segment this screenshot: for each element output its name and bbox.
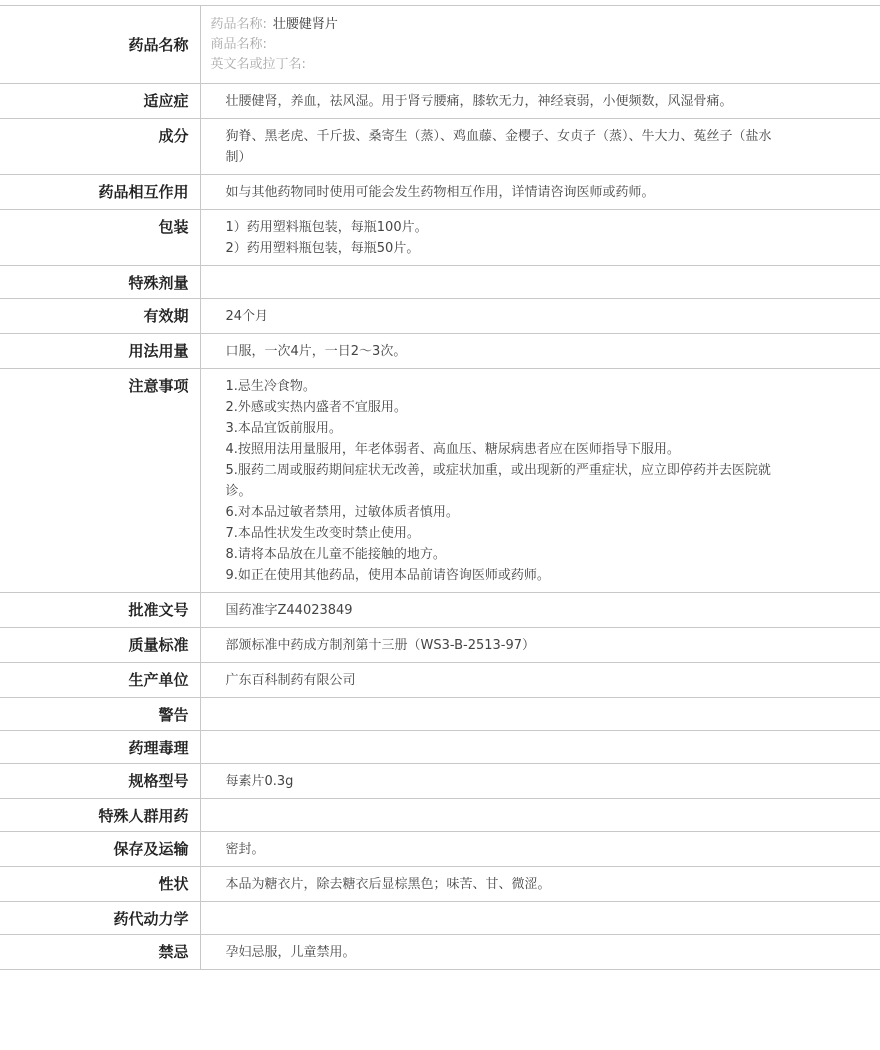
ingredients-text: 狗脊、黑老虎、千斤拔、桑寄生（蒸）、鸡血藤、金樱子、女贞子（蒸）、牛大力、菟丝子（盐水制） [225,129,772,165]
row-value [200,902,880,935]
contraindications-text: 孕妇忌服，儿童禁用。 [225,945,356,960]
row-label: 药理毒理 [0,731,200,764]
row-description [0,867,880,902]
row-value [200,84,880,119]
row-usage [0,334,880,369]
row-specification [0,764,880,799]
row-value [200,832,880,867]
row-precautions [0,369,880,593]
row-contraindications [0,935,880,970]
english-name-key: 英文名或拉丁名: [210,57,306,72]
row-value [200,663,880,698]
packaging-line-2: 2）药用塑料瓶包装，每瓶50片。 [225,241,420,256]
precaution-item: 5.服药二周或服药期间症状无改善，或症状加重，或出现新的严重症状，应立即停药并去医院就诊。 [225,463,771,499]
row-value [200,935,880,970]
row-label: 批准文号 [0,593,200,628]
manufacturer-name: 广东百科制药有限公司 [225,673,356,688]
row-special-population [0,799,880,832]
approval-number: 国药准字Z44023849 [225,603,353,618]
row-label: 禁忌 [0,935,200,970]
row-label: 注意事项 [0,369,200,593]
row-packaging [0,210,880,266]
drug-spec-table [0,5,880,970]
precaution-item: 1.忌生冷食物。 [225,379,316,394]
row-value [200,175,880,210]
row-pharmacology [0,731,880,764]
drug-name-key: 药品名称: [210,17,267,32]
precaution-item: 4.按照用法用量服用，年老体弱者、高血压、糖尿病患者应在医师指导下服用。 [225,442,680,457]
row-label: 适应症 [0,84,200,119]
precaution-item: 8.请将本品放在儿童不能接触的地方。 [225,547,446,562]
row-value [200,369,880,593]
row-label: 用法用量 [0,334,200,369]
quality-standard: 部颁标准中药成方制剂第十三册（WS3-B-2513-97） [225,638,536,653]
row-label: 性状 [0,867,200,902]
row-value [200,210,880,266]
drug-name-value: 壮腰健肾片 [272,17,338,32]
precaution-item: 3.本品宜饭前服用。 [225,421,342,436]
row-label: 保存及运输 [0,832,200,867]
row-special-dosage [0,266,880,299]
row-manufacturer [0,663,880,698]
row-value [200,299,880,334]
row-value [200,628,880,663]
row-pharmacokinetics [0,902,880,935]
trade-name-key: 商品名称: [210,37,267,52]
indications-text: 壮腰健肾，养血，祛风湿。用于肾亏腰痛，膝软无力，神经衰弱，小便频数，风湿骨痛。 [225,94,733,109]
row-validity [0,299,880,334]
row-label: 成分 [0,119,200,175]
description-text: 本品为糖衣片，除去糖衣后显棕黑色；味苦、甘、微涩。 [225,877,551,892]
row-drug-name [0,6,880,84]
row-label: 药代动力学 [0,902,200,935]
row-label: 药品相互作用 [0,175,200,210]
row-value [200,867,880,902]
row-label: 包装 [0,210,200,266]
specification-text: 每素片0.3g [225,774,294,789]
precaution-item: 9.如正在使用其他药品，使用本品前请咨询医师或药师。 [225,568,550,583]
row-value [200,266,880,299]
precaution-item: 2.外感或实热内盛者不宜服用。 [225,400,407,415]
row-ingredients [0,119,880,175]
row-quality [0,628,880,663]
row-label: 质量标准 [0,628,200,663]
row-storage [0,832,880,867]
row-approval [0,593,880,628]
row-label: 规格型号 [0,764,200,799]
validity-text: 24个月 [225,309,269,324]
row-indications [0,84,880,119]
row-value [200,731,880,764]
row-label: 特殊剂量 [0,266,200,299]
english-name-line [211,55,880,75]
row-value [200,593,880,628]
storage-text: 密封。 [225,842,265,857]
row-label: 生产单位 [0,663,200,698]
row-label: 特殊人群用药 [0,799,200,832]
interactions-text: 如与其他药物同时使用可能会发生药物相互作用，详情请咨询医师或药师。 [225,185,655,200]
precaution-item: 7.本品性状发生改变时禁止使用。 [225,526,420,541]
row-label: 药品名称 [0,6,200,84]
row-interactions [0,175,880,210]
trade-name-line [211,35,880,55]
row-value [200,764,880,799]
row-value [200,334,880,369]
usage-text: 口服，一次4片，一日2～3次。 [225,344,407,359]
drug-spec-sheet [0,5,880,970]
drug-name-line [211,15,880,35]
row-label: 警告 [0,698,200,731]
row-value [200,6,880,84]
row-value [200,119,880,175]
row-value [200,799,880,832]
row-warning [0,698,880,731]
packaging-line-1: 1）药用塑料瓶包装，每瓶100片。 [225,220,428,235]
row-label: 有效期 [0,299,200,334]
row-value [200,698,880,731]
precaution-item: 6.对本品过敏者禁用，过敏体质者慎用。 [225,505,459,520]
